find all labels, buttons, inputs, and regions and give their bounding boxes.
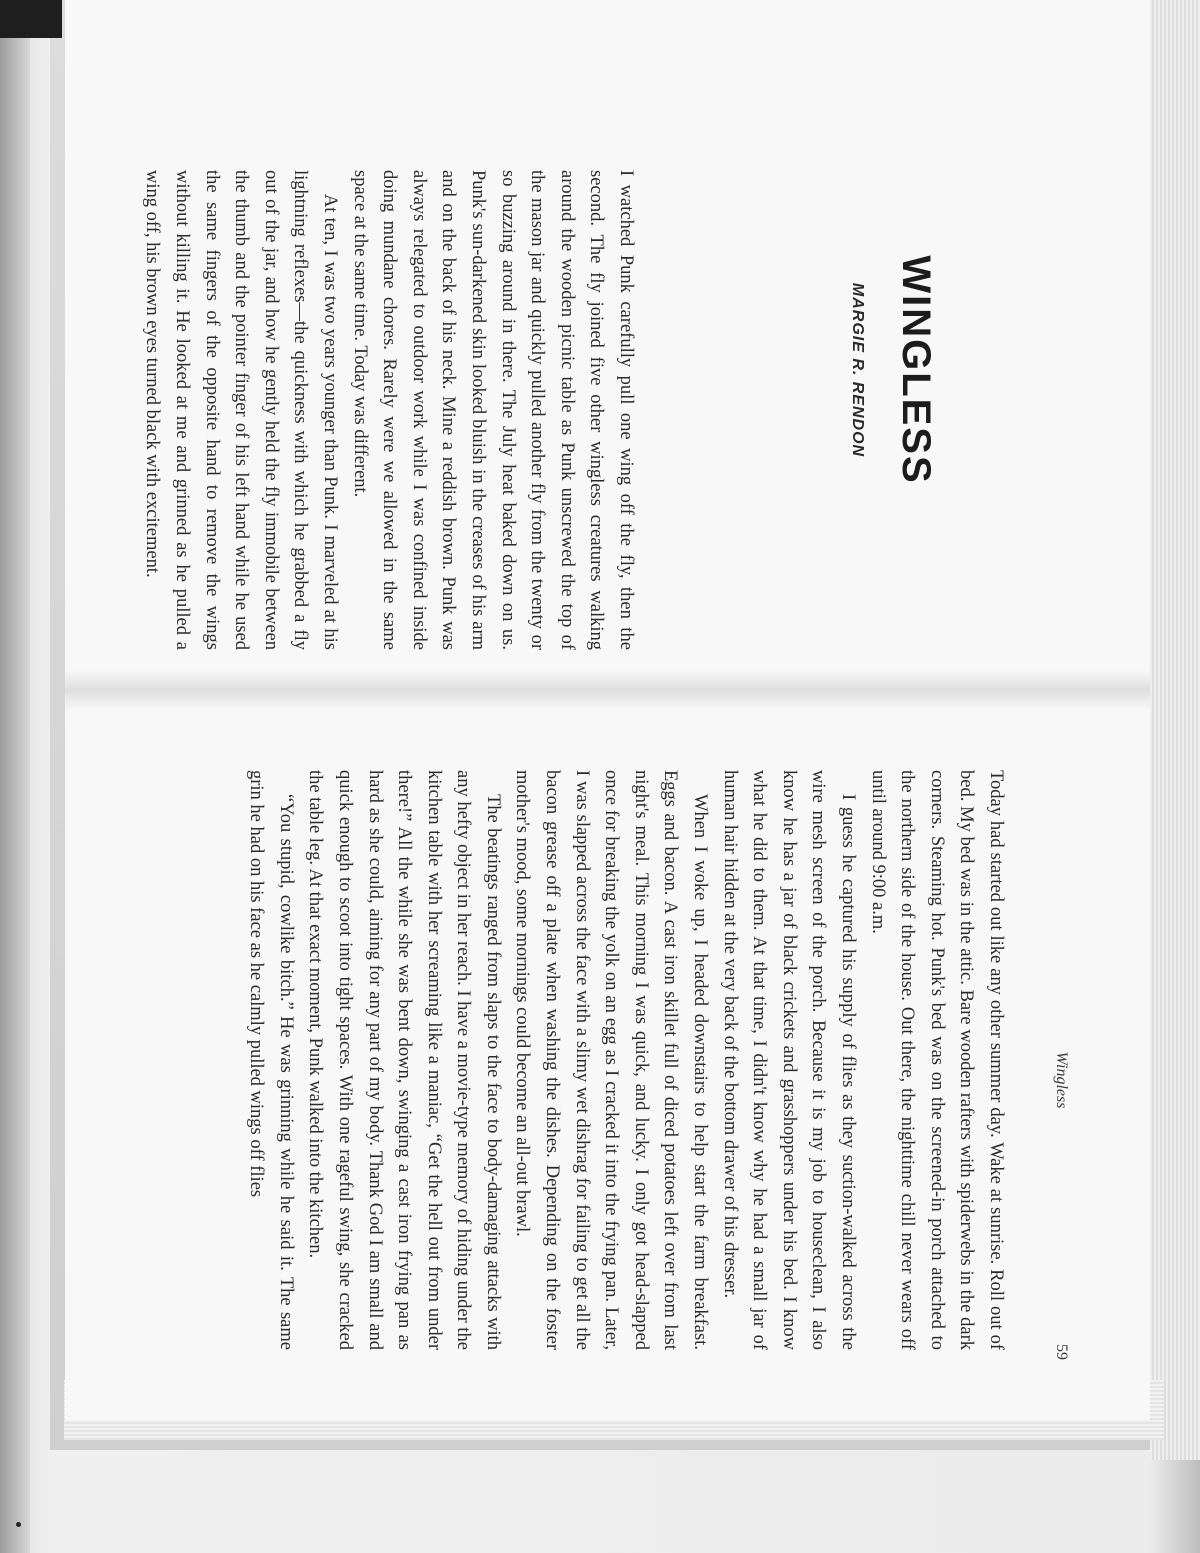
page-number: 59 — [1053, 1344, 1070, 1360]
running-header-title: Wingless — [1053, 1051, 1070, 1109]
scanner-edge-shadow — [0, 38, 30, 1553]
rotated-spread — [65, 0, 1150, 1420]
scanner-corner-mark — [0, 0, 62, 38]
paragraph: I watched Punk carefully pull one wing off the fly, then the second. The fly joined five other wingless creatures walking around the wooden picnic table as Punk unscrewed the top of the mason jar and quickly pulled another fly from the twenty or so buzzing around in there. The July heat baked down on us. Punk's sun-darkened skin looked bluish in the creases of his arm and on the back of his neck. Mine a reddish brown. Punk was always relegated to outdoor work while I was confined inside doing mundane chores. Rarely were we allowed in the same space at the same time. Today was different. — [349, 170, 636, 650]
story-author: MARGIE R. RENDON — [849, 282, 866, 458]
paragraph: I guess he captured his supply of flies as they suction-walked across the wire mesh screen of the porch. Because it is my job to houseclean, I also know he has a jar of black crickets and grasshoppers under his bed. I know what he did to them. At that time, I didn't know why he had a small jar of human hair hidden at the very back of the bottom drawer of his dresser. — [719, 770, 859, 1350]
left-page-body — [137, 170, 640, 650]
paragraph: Today had started out like any other summer day. Wake at sunrise. Roll out of bed. My bed was in the attic. Bare wooden rafters with spiderwebs in the dark corners. Steaming hot. Punk's bed was on the screened-in porch attached to the northern side of the house. Out there, the nighttime chill never wears off until around 9:00 a.m. — [867, 770, 1006, 1350]
right-page — [65, 690, 1150, 1420]
book-gutter — [65, 670, 1150, 710]
page-stack-edge-right — [1150, 0, 1200, 1460]
paragraph: At ten, I was two years younger than Punk. I marveled at his lightning reflexes—the quickness with which he grabbed a fly out of the jar, and how he gently held the fly immobile between the thumb and the pointer finger of his left hand while he used the same fingers of the opposite hand to remove the wings without killing it. He looked at me and grinned as he pulled a wing off, his brown eyes turned black with excitement. — [142, 170, 341, 650]
left-page — [65, 0, 1150, 690]
story-title: WINGLESS — [894, 255, 938, 485]
paragraph: “You stupid, cowlike bitch.” He was grinning while he said it. The same grin he had on his face as he calmly pulled wings off flies — [246, 770, 296, 1350]
right-page-body — [241, 770, 1010, 1350]
paragraph: The beatings ranged from slaps to the face to body-damaging attacks with any hefty object in her reach. I have a movie-type memory of hiding under the kitchen table with her screaming like a maniac, “Get the hell out from under there!” All the while she was bent down, swinging a cast iron frying pan as hard as she could, aiming for any part of my body. Thank God I am small and quick enough to scoot into tight spaces. With one rageful swing, she cracked the table leg. At that exact moment, Punk walked into the kitchen. — [305, 770, 503, 1350]
dust-speck — [16, 1522, 21, 1527]
paragraph: When I woke up, I headed downstairs to help start the farm breakfast. Eggs and bacon. A cast iron skillet full of diced potatoes left over from last night's meal. This morning I was quick, and lucky. I only got head-slapped once for breaking the yolk on an egg as I cracked it into the frying pan. Later, I was slapped across the face with a slimy wet dishrag for failing to get all the bacon grease off a plate when washing the dishes. Depending on the foster mother's mood, some mornings could become an all-out brawl. — [512, 770, 711, 1350]
